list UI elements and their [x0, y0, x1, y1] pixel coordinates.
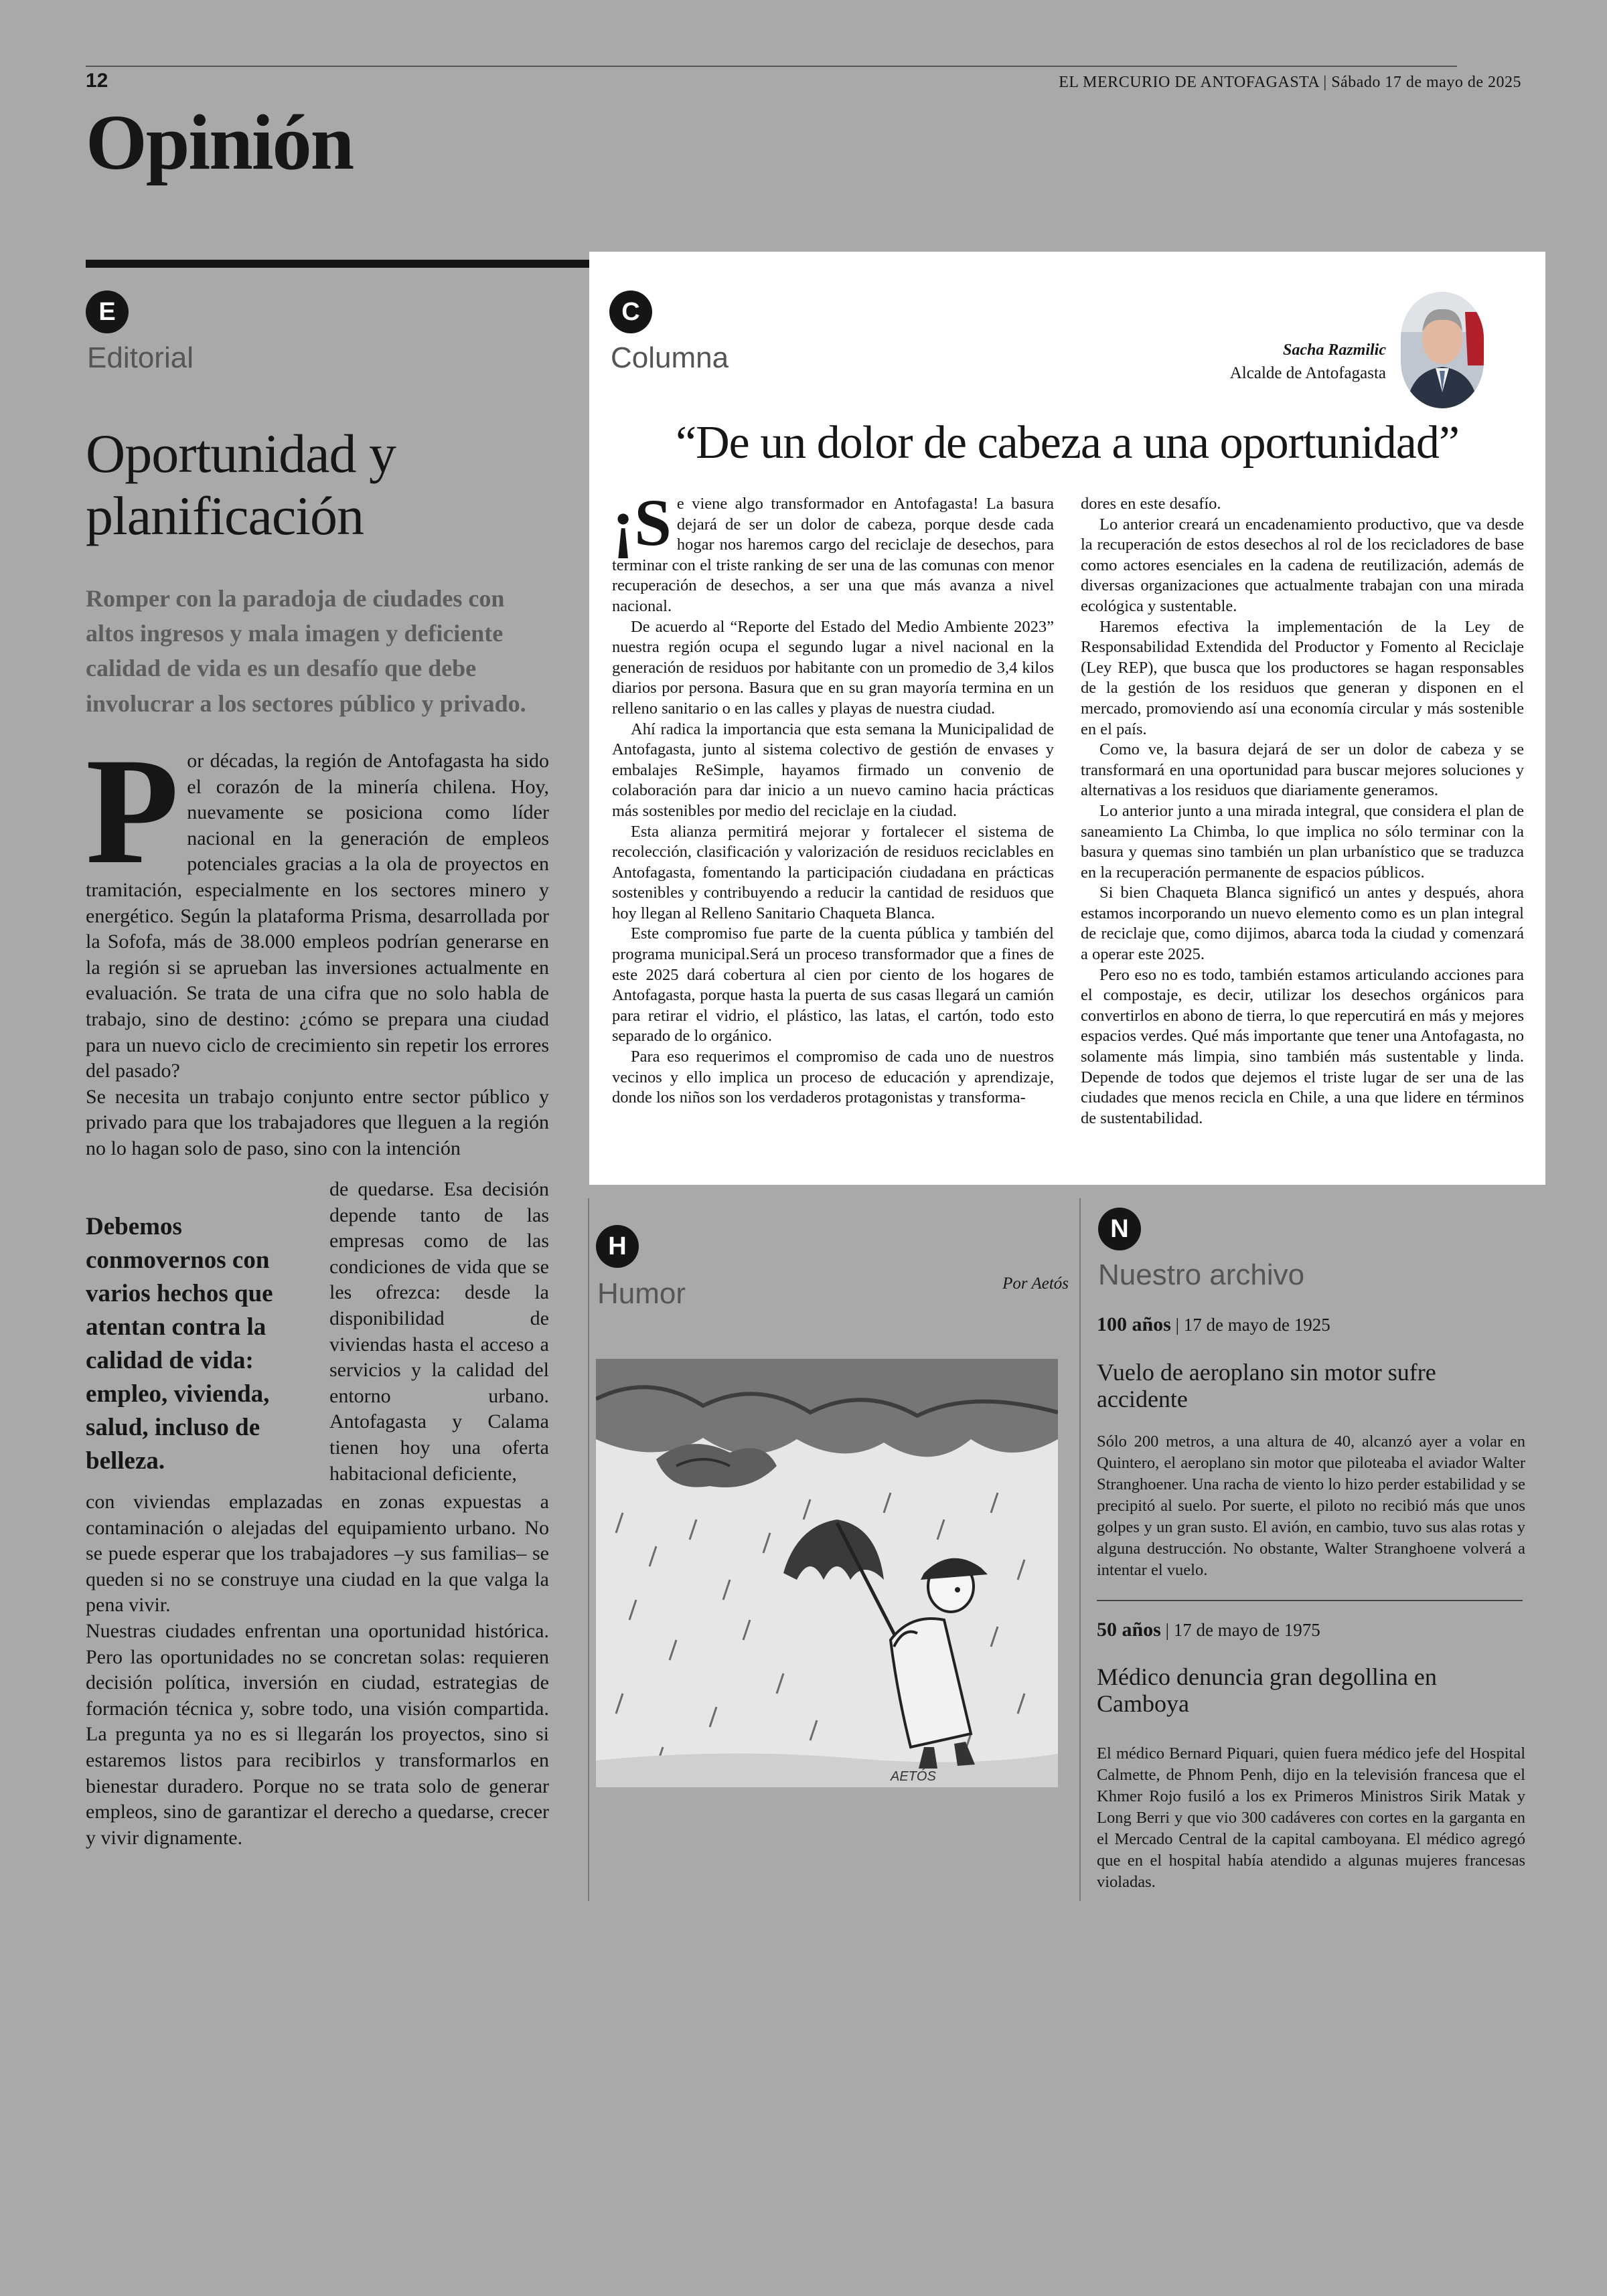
column-paragraph: Haremos efectiva la implementación de la Ley de Responsabilidad Extendida del Productor y Fomento al Reciclaje (Ley REP), que busca que los productores se hagan responsables de la gestión de los residuos que generan y disponen en el mercado, promoviendo así una economía circular y más sostenible en el país.	[1081, 617, 1524, 738]
column-paragraph: De acuerdo al “Reporte del Estado del Medio Ambiente 2023” nuestra región ocupa el segundo lugar a nivel nacional en la generación de residuos por habitante con un promedio de 3,4 kilos diarios por persona. Basura que en su gran mayoría termina en un relleno sanitario o en las calles y playas de nuestra ciudad.	[612, 617, 1054, 718]
humor-cartoon	[596, 1359, 1058, 1787]
page-number: 12	[86, 70, 108, 92]
editorial-paragraph: con viviendas emplazadas en zonas expuestas a contaminación o alejadas del equipamiento urbano. No se puede esperar que los trabajadores –y sus familias– se queden si no se construye una ciudad en la que valga la pena vivir.	[86, 1491, 549, 1617]
author-portrait-image	[1401, 292, 1484, 408]
column-text-right	[1081, 494, 1524, 1129]
column-paragraph: Lo anterior junto a una mirada integral, que considera el plan de saneamiento La Chimba, lo que implica no sólo terminar con la basura y quemas sino también un plan urbanístico que se traduzca en la recuperación permanente de espacios públicos.	[1081, 801, 1524, 882]
column-text-left	[612, 485, 1054, 1109]
author-role: Alcalde de Antofagasta	[1229, 364, 1386, 382]
humor-badge: H	[596, 1225, 639, 1268]
archive-item-date: | 17 de mayo de 1975	[1165, 1620, 1320, 1640]
archive-item-years: 50 años	[1097, 1619, 1161, 1641]
column-dropcap: ¡S	[612, 485, 672, 560]
column-paragraph: Como ve, la basura dejará de ser un dolor de cabeza y se transformará en una oportunidad para buscar mejores soluciones y alternativas a los residuos que diariamente generamos.	[1081, 740, 1524, 800]
archive-item-body: Sólo 200 metros, a una altura de 40, alcanzó ayer a volar en Quintero, el aeroplano sin motor que piloteaba el aviador Walter Stranghoener. Una racha de viento lo hizo perder estabilidad y se precipitó al suelo. Por suerte, el piloto no recibió más que unos golpes y un gran susto. El avión, en cambio, tuvo sus alas rotas y alguna destrucción. No obstante, Walter Stranghoene volverá a intentar el vuelo.	[1097, 1432, 1525, 1579]
editorial-body-bottom	[86, 1489, 549, 1851]
archive-item-date: | 17 de mayo de 1925	[1175, 1315, 1330, 1335]
archive-item-headline: Médico denuncia gran degollina en Camboya	[1097, 1663, 1437, 1717]
archive-divider	[1097, 1600, 1523, 1601]
editorial-headline: Oportunidad y planificación	[86, 423, 396, 546]
humor-label: Humor	[597, 1277, 686, 1310]
column-paragraph: Lo anterior creará un encadenamiento productivo, que va desde la recuperación de estos desechos al rol de los recicladores de base como actores esenciales en la cadena de reutilización, además de diversas organizaciones que actualmente trabajan con una mirada ecológica y sustentable.	[1081, 515, 1524, 615]
cartoon-illustration	[596, 1359, 1058, 1787]
author-photo	[1401, 292, 1484, 408]
column-badge: C	[609, 291, 652, 333]
section-title: Opinión	[86, 98, 354, 186]
column-label: Columna	[611, 341, 729, 374]
column-paragraph: Para eso requerimos el compromiso de cada uno de nuestros vecinos y ello implica un proceso de educación y aprendizaje, donde los niños son los verdaderos protagonistas y transforma-	[612, 1048, 1054, 1107]
column-paragraph: Ahí radica la importancia que esta semana la Municipalidad de Antofagasta, junto al sistema colectivo de gestión de envases y embalajes ReSimple, hayamos firmado un convenio de colaboración para dar inicio a un nuevo camino hacia prácticas más sostenibles por medio del reciclaje en la ciudad.	[612, 720, 1054, 820]
editorial-label: Editorial	[87, 341, 194, 374]
editorial-dropcap: P	[86, 727, 179, 896]
archive-label: Nuestro archivo	[1098, 1258, 1305, 1291]
header-top-rule	[86, 66, 1457, 67]
humor-credit: Por Aetós	[1002, 1275, 1069, 1293]
archive-item-headline: Vuelo de aeroplano sin motor sufre accidente	[1097, 1359, 1436, 1412]
archive-item-meta	[1097, 1619, 1525, 1641]
author-name: Sacha Razmilic	[1282, 341, 1386, 359]
column-paragraph: dores en este desafío.	[1081, 495, 1221, 513]
editorial-badge: E	[86, 291, 129, 333]
column-headline: “De un dolor de cabeza a una oportunidad”	[676, 417, 1459, 469]
column-paragraph: Este compromiso fue parte de la cuenta pública y también del programa municipal.Será un proceso transformador que a fines de este 2025 dará cobertura al cien por ciento de los hogares de Antofagasta, porque hasta la puerta de sus casas llegará un camión para retirar el vidrio, el plástico, las latas, el cartón, todo esto separado de lo orgánico.	[612, 924, 1054, 1046]
editorial-paragraph: or décadas, la región de Antofagasta ha sido el corazón de la minería chilena. Hoy, nuevamente se posiciona como líder nacional en la generación de empleos potenciales gracias a la ola de proyectos en tramitación, especialmente en los sectores minero y energético. Según la plataforma Prisma, desarrollada por la Sofofa, más de 38.000 empleos podrían generarse en la región si se aprueban las inversiones actualmente en evaluación. Se trata de una cifra que no solo habla de trabajo, sino de destino: ¿cómo se prepara una ciudad para un nuevo ciclo de crecimiento sin repetir los errores del pasado?	[86, 750, 549, 1082]
column-paragraph: Si bien Chaqueta Blanca significó un antes y después, ahora estamos incorporando un nuevo elemento como es un plan integral de reciclaje que, como dijimos, abarca toda la ciudad y comenzará a operar este 2025.	[1081, 884, 1524, 964]
archive-item-body: El médico Bernard Piquari, quien fuera médico jefe del Hospital Calmette, de Phnom Penh, dijo en la televisión francesa que el Khmer Rojo fusiló a los ex Primeros Ministros Sirik Matak y Long Berri y que vio 300 cadáveres con cortes en la garganta en el Mercado Central de la capital camboyana. El médico agregó que en el hospital había atendido a algunas mujeres francesas violadas.	[1097, 1744, 1525, 1891]
archive-item-meta	[1097, 1313, 1525, 1336]
column-divider	[588, 1198, 589, 1901]
column-paragraph: Pero eso no es todo, también estamos articulando acciones para el compostaje, es decir, utilizar los desechos orgánicos para convertirlos en abono de tierra, lo que repercutirá en más y mejores espacios verdes. Qué más importante que tener una Antofagasta, no solamente más limpia, sino también más sustentable y linda. Depende de todos que dejemos el triste lugar de ser una de las ciudades que menos recicla en Chile, a una que lidere en términos de sustentabilidad.	[1081, 965, 1524, 1127]
masthead: EL MERCURIO DE ANTOFAGASTA | Sábado 17 de mayo de 2025	[1059, 74, 1521, 91]
column-paragraph: e viene algo transformador en Antofagasta! La basura dejará de ser un dolor de cabeza, porque desde cada hogar nos haremos cargo del reciclaje de desechos, para terminar con el triste ranking de ser una de las comunas con menor recuperación de desechos, a ser una que más avanza a nivel nacional.	[612, 495, 1054, 615]
archive-item-years: 100 años	[1097, 1313, 1171, 1335]
editorial-body-side: de quedarse. Esa decisión depende tanto de las empresas como de las condiciones de vida que se les ofrezca: desde la disponibilidad de viviendas hasta el acceso a servicios y la calidad del entorno urbano. Antofagasta y Calama tienen hoy una oferta habitacional deficiente,	[329, 1178, 549, 1485]
cartoon-signature: AETÓS	[891, 1769, 936, 1784]
editorial-pull-quote: Debemos conmovernos con varios hechos que atentan contra la calidad de vida: empleo, vivienda, salud, incluso de belleza.	[86, 1213, 273, 1475]
column-paragraph: Esta alianza permitirá mejorar y fortalecer el sistema de recolección, clasificación y valorización de residuos reciclables en Antofagasta, fomentando la participación ciudadana en prácticas sostenibles y contribuyendo a reducir la cantidad de residuos que hoy llegan al Relleno Sanitario Chaqueta Blanca.	[612, 822, 1054, 922]
editorial-deck: Romper con la paradoja de ciudades con altos ingresos y mala imagen y deficiente calidad de vida es un desafío que debe involucrar a los sectores público y privado.	[86, 585, 526, 717]
editorial-paragraph: Nuestras ciudades enfrentan una oportunidad histórica. Pero las oportunidades no se concretan solas: requieren decisión política, inversión en ciudad, estrategias de formación técnica y, sobre todo, una visión compartida. La pregunta ya no es si llegarán los proyectos, sino si estaremos listos para recibirlos y transformarlos en bienestar duradero. Porque no se trata solo de generar empleos, sino de garantizar el derecho a quedarse, crecer y vivir dignamente.	[86, 1619, 549, 1849]
archive-badge: N	[1098, 1208, 1141, 1250]
column-divider	[1079, 1198, 1081, 1901]
editorial-body-top	[86, 727, 549, 1162]
editorial-paragraph: Se necesita un trabajo conjunto entre sector público y privado para que los trabajadores que lleguen a la región no lo hagan solo de paso, sino con la intención	[86, 1085, 549, 1159]
